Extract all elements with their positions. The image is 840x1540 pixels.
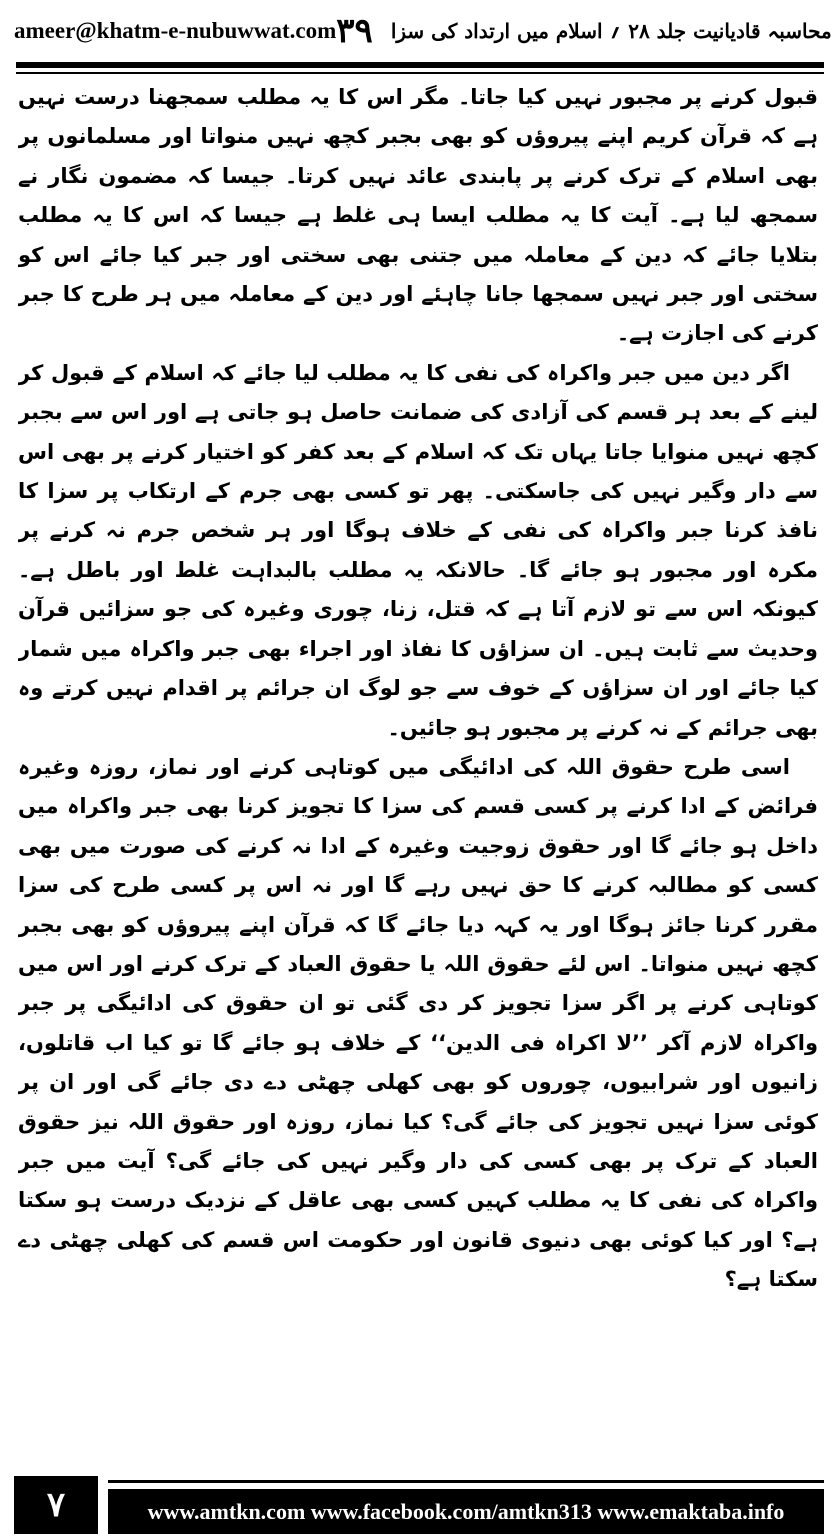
header-title: محاسبہ قادیانیت جلد ۲۸ ؍ اسلام میں ارتداد کی سزا — [390, 19, 832, 43]
footer-page-number: ۷ — [46, 1485, 66, 1525]
paragraph-3: اسی طرح حقوق اللہ کی ادائیگی میں کوتاہی کرنے اور نماز، روزہ وغیرہ فرائض کے ادا کرنے پر کسی قسم کی سزا کا تجویز کرنا بھی جبر واکراہ میں داخل ہو جائے گا اور حقوق زوجیت وغیرہ کے ادا نہ کرنے کی صورت میں بھی کسی کو مطالبہ کرنے کا حق نہیں رہے گا اور نہ اس پر کسی طرح کی سزا مقرر کرنا جائز ہوگا اور یہ کہہ دیا جائے گا کہ قرآن اپنے پیروؤں کو بھی بجبر کچھ نہیں منواتا۔ اس لئے حقوق اللہ یا حقوق العباد کے ترک کرنے اور اس میں کوتاہی کرنے پر اگر سزا تجویز کر دی گئی تو ان حقوق کی ادائیگی پر جبر واکراہ لازم آکر ’’لا اکراہ فی الدین‘‘ کے خلاف ہو جائے گا تو کیا اب قاتلوں، زانیوں اور شرابیوں، چوروں کو بھی کھلی چھٹی دے دی جائے گی اور ان پر کوئی سزا نہیں تجویز کی جائے گی؟ کیا نماز، روزہ اور حقوق اللہ نیز حقوق العباد کے ترک پر بھی کسی کی دار وگیر نہیں کی جائے گی؟ آیت میں جبر واکراہ کی نفی کا یہ مطلب کہیں کسی بھی عاقل کے نزدیک درست ہو سکتا ہے؟ اور کیا کوئی بھی دنیوی قانون اور حکومت اس قسم کی کھلی چھٹی دے سکتا ہے؟ — [18, 754, 818, 1292]
header-right-group — [336, 11, 831, 51]
header-thin-rule — [16, 72, 824, 74]
page-footer — [0, 1476, 840, 1540]
body-text — [18, 78, 818, 1463]
footer-rule — [108, 1480, 824, 1483]
header-thick-rule — [16, 62, 824, 68]
header-email: ameer@khatm-e-nubuwwat.com — [14, 18, 337, 43]
page-header — [14, 6, 832, 56]
header-page-number: ۳۹ — [336, 11, 373, 51]
paragraph-1: قبول کرنے پر مجبور نہیں کیا جاتا۔ مگر اس کا یہ مطلب سمجھنا درست نہیں ہے کہ قرآن کریم اپنے پیروؤں کو بھی بجبر کچھ نہیں منواتا اور مسلمانوں پر بھی اسلام کے ترک کرنے پر پابندی عائد نہیں کرتا۔ جیسا کہ مضمون نگار نے سمجھ لیا ہے۔ آیت کا یہ مطلب ایسا ہی غلط ہے جیسا کہ اس کا یہ مطلب بتلایا جائے کہ دین کے معاملہ میں جتنی بھی سختی اور جبر کیا جائے اس کو سختی اور جبر نہیں سمجھا جانا چاہئے اور دین کے معاملہ میں ہر طرح کا جبر کرنے کی اجازت ہے۔ — [18, 85, 818, 346]
paragraph-2: اگر دین میں جبر واکراہ کی نفی کا یہ مطلب لیا جائے کہ اسلام کے قبول کر لینے کے بعد ہر قسم کی آزادی کی ضمانت حاصل ہو جاتی ہے اور اس سے بجبر کچھ نہیں منوایا جاتا یہاں تک کہ اسلام کے بعد کفر کو اختیار کرنے پر بھی اس سے دار وگیر نہیں کی جاسکتی۔ پھر تو کسی بھی جرم کے ارتکاب پر سزا کا نافذ کرنا جبر واکراہ کی نفی کے خلاف ہوگا اور ہر شخص جرم نہ کرنے پر مکرہ اور مجبور ہو جائے گا۔ حالانکہ یہ مطلب بالبداہت غلط اور باطل ہے۔ کیونکہ اس سے تو لازم آتا ہے کہ قتل، زنا، چوری وغیرہ کی جو سزائیں قرآن وحدیث سے ثابت ہیں۔ ان سزاؤں کا نفاذ اور اجراء بھی جبر واکراہ میں شمار کیا جائے اور ان سزاؤں کے خوف سے جو لوگ ان جرائم پر اقدام نہیں کرتے وہ بھی جرائم کے نہ کرنے پر مجبور ہو جائیں۔ — [18, 360, 818, 740]
footer-page-number-box — [14, 1476, 98, 1534]
footer-urls: www.amtkn.com www.facebook.com/amtkn313 www.emaktaba.info — [108, 1489, 824, 1534]
